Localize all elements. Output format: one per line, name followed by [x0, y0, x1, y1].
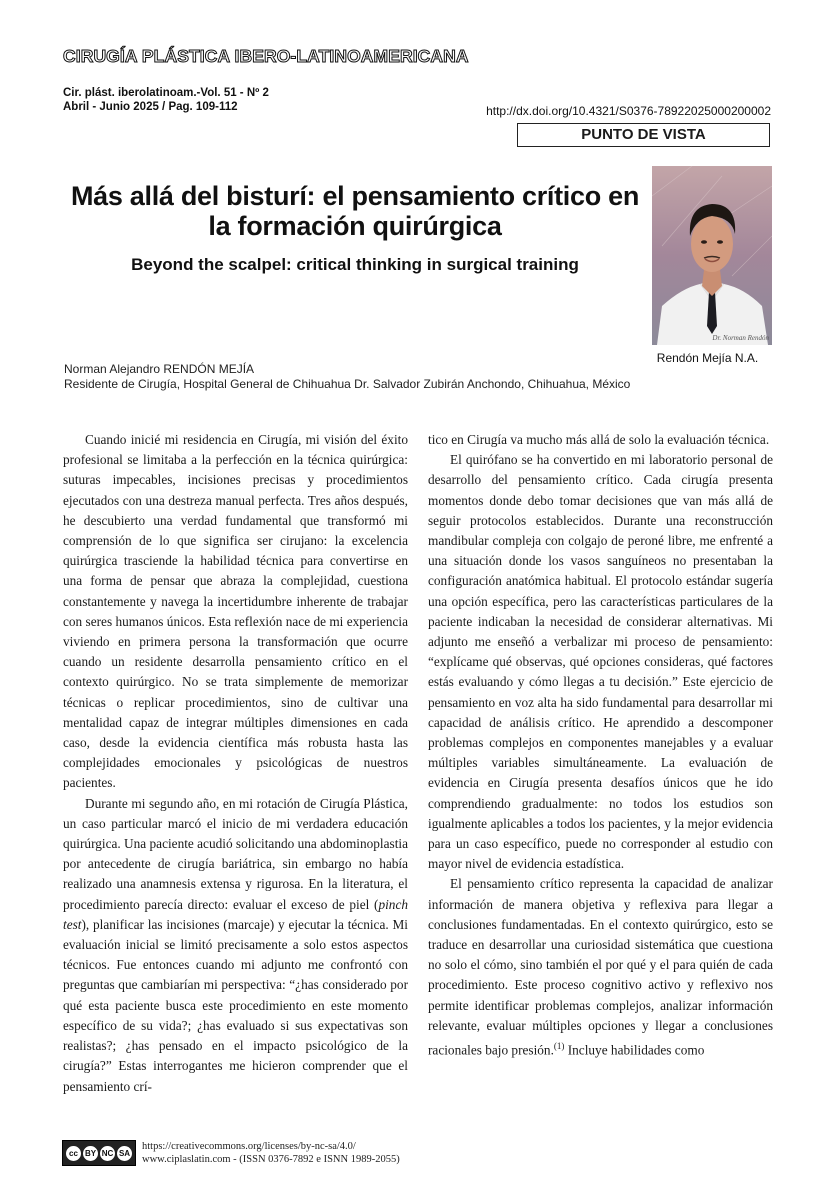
license-link[interactable]: https://creativecommons.org/licenses/by-nc-sa/4.0/ [142, 1141, 356, 1152]
body-column-left [63, 430, 408, 1097]
footer-text [142, 1140, 400, 1166]
paragraph: El quirófano se ha convertido en mi laboratorio personal de desarrollo del pensamiento crítico. Cada cirugía presenta momentos donde debo tomar decisiones que van más allá de seguir protocolos establecidos. Durante una reconstrucción mandibular compleja con colgajo de peroné libre, me enfrenté a una situación donde los vasos sanguíneos no presentaban la configuración anatómica habitual. El protocolo estándar sugería una opción específica, pero las características particulares de la paciente indicaban la necesidad de considerar alternativas. Mi adjunto me enseñó a verbalizar mi proceso de pensamiento: “explícame qué observas, qué opciones consideras, qué factores estás evaluando y cómo llegas a tu decisión.” Este ejercicio de pensamiento en voz alta ha sido fundamental para desarrollar mi capacidad de análisis crítico. He aprendido a descomponer problemas complejos en componentes manejables y a evaluar múltiples variables simultáneamente. La evaluación de evidencia en Cirugía presenta desafíos únicos que he ido comprendiendo gradualmente: no todos los estudios son igualmente aplicables a todos los pacientes, y la mejor evidencia para un caso específico, puede no corresponder al estudio con mayor nivel de evidencia estadística. [428, 452, 773, 872]
article-subtitle: Beyond the scalpel: critical thinking in surgical training [131, 255, 579, 274]
paragraph [428, 874, 773, 1060]
citation-line-1: Cir. plást. iberolatinoam.-Vol. 51 - Nº 2 [63, 87, 269, 99]
cc-license-badge[interactable] [62, 1140, 136, 1166]
paragraph-text: El pensamiento crítico representa la capacidad de analizar información de manera objetiva y reflexiva para llegar a conclusiones fundamentadas. En el contexto quirúrgico, esto se traduce en desarrollar una curiosidad sistemática que cuestiona no solo el cómo, sino también el por qué y el para quién de cada procedimiento. Este proceso cognitivo activo y reflexivo nos permite identificar problemas complejos, analizar información relevante, evaluar múltiples opciones y llegar a conclusiones racionales bajo presión. [428, 876, 773, 1058]
by-icon: BY [83, 1146, 98, 1161]
journal-title: CIRUGÍA PLÁSTICA IBERO-LATINOAMERICANA [63, 46, 469, 66]
reference-marker[interactable]: (1) [553, 1041, 565, 1052]
author-portrait-illustration [652, 166, 772, 345]
author-name: Norman Alejandro RENDÓN MEJÍA [64, 362, 255, 376]
paragraph [63, 794, 408, 1097]
paragraph: tico en Cirugía va mucho más allá de solo la evaluación técnica. [428, 432, 770, 447]
author-affiliation: Residente de Cirugía, Hospital General de Chihuahua Dr. Salvador Zubirán Anchondo, Chihuahua, México [64, 377, 631, 391]
paragraph-text: Incluye habilidades como [564, 1042, 705, 1058]
citation-line-2: Abril - Junio 2025 / Pag. 109-112 [63, 101, 238, 113]
cc-icon: cc [66, 1146, 81, 1161]
paragraph-text: Durante mi segundo año, en mi rotación de Cirugía Plástica, un caso particular marcó el inicio de mi verdadera educación quirúrgica. Una paciente acudió solicitando una abdominoplastia por antecedente de cirugía bariátrica, sin embargo no había realizado una anamnesis extensa y rigurosa. En la literatura, el procedimiento parecía directo: evaluar el exceso de piel ( [63, 795, 408, 912]
footer [62, 1140, 400, 1166]
author-photo [652, 166, 772, 345]
section-label: PUNTO DE VISTA [517, 123, 770, 147]
article-title: Más allá del bisturí: el pensamiento crítico en la formación quirúrgica [70, 181, 640, 241]
sa-icon: SA [117, 1146, 132, 1161]
photo-caption: Rendón Mejía N.A. [656, 351, 759, 365]
body-column-right [428, 430, 773, 1061]
photo-signature: Dr. Norman Rendón [712, 334, 769, 342]
paragraph-text: ), planificar las incisiones (marcaje) y ejecutar la técnica. Mi evaluación inicial se limitó precisamente a solo estos aspectos técnicos. Fue entonces cuando mi adjunto me confrontó con preguntas que cambiarían mi perspectiva: “¿has considerado por qué esta paciente busca este procedimiento en este momento específico de su vida?; ¿has evaluado si sus expectativas son realistas?; ¿has pensado en el impacto psicológico de la cirugía?” Estas interrogantes me hicieron comprender que el pensamiento crí- [63, 916, 408, 1094]
paragraph: Cuando inicié mi residencia en Cirugía, mi visión del éxito profesional se limitaba a la perfección en la técnica quirúrgica: suturas impecables, incisiones precisas y procedimientos ejecutados con una destreza manual perfecta. Tres años después, he descubierto una verdad fundamental que transformó mi comprensión de lo que significa ser cirujano: la excelencia quirúrgica trasciende la habilidad técnica para convertirse en una forma de pensar que abraza la complejidad, cuestiona constantemente y navega la incertidumbre inherente de trabajar con seres humanos únicos. Esta reflexión nace de mi experiencia viviendo en primera persona la transformación que ocurre cuando un residente desarrolla pensamiento crítico en el contexto quirúrgico. No se trata simplemente de memorizar técnicas o replicar procedimientos, sino de cultivar una mentalidad capaz de integrar múltiples dimensiones en cada caso, desde la evidencia científica más robusta hasta las complejidades emocionales y psicológicas de nuestros pacientes. [63, 432, 408, 791]
nc-icon: NC [100, 1146, 115, 1161]
site-issn: www.ciplaslatin.com - (ISSN 0376-7892 e ISNN 1989-2055) [142, 1154, 400, 1165]
italic-term: pinch test [63, 896, 408, 932]
doi-link[interactable]: http://dx.doi.org/10.4321/S0376-78922025000200002 [486, 104, 771, 118]
